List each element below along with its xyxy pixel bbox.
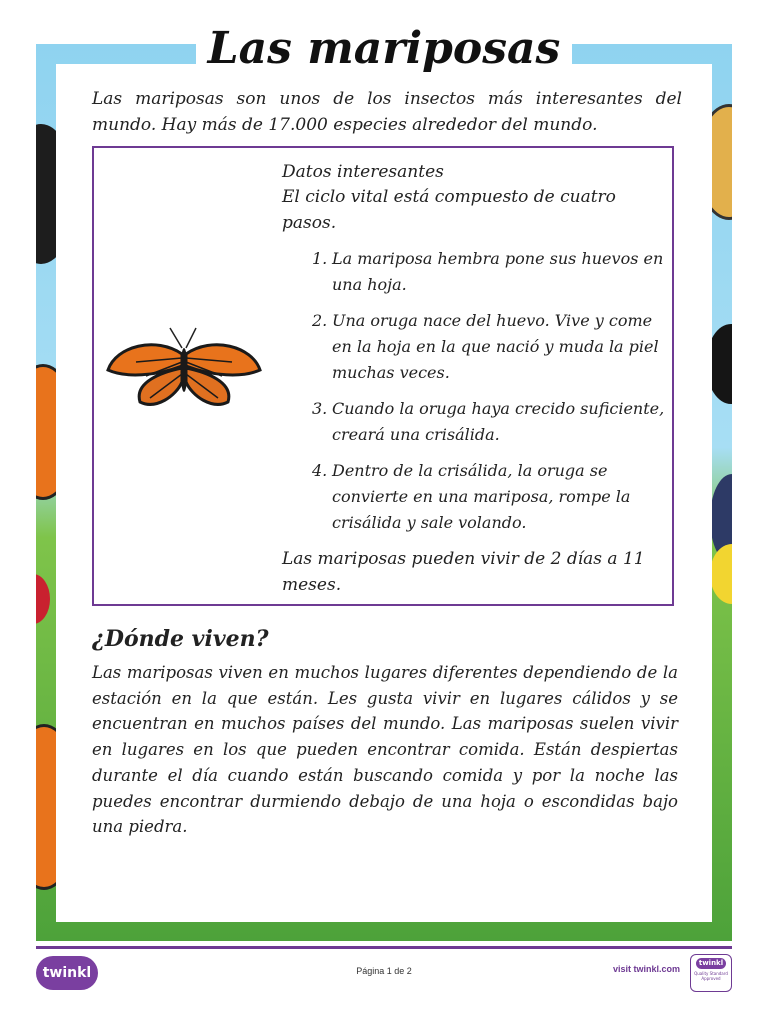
title-banner [196, 14, 572, 84]
life-cycle-steps [282, 246, 666, 536]
quality-badge-icon [690, 954, 732, 992]
facts-lead: El ciclo vital está compuesto de cuatro pasos. [282, 187, 616, 233]
flower-decoration [36, 574, 50, 624]
page-title: Las mariposas [207, 23, 561, 74]
page-number: Página 1 de 2 [356, 966, 412, 976]
facts-closing: Las mariposas pueden vivir de 2 días a 11 meses. [282, 549, 645, 595]
flower-decoration [710, 544, 732, 604]
list-item: 4. Dentro de la crisálida, la oruga se convierte en una mariposa, rompe la crisálida y sale volando. [312, 461, 631, 532]
badge-text: Quality Standard Approved [694, 971, 728, 981]
facts-heading: Datos interesantes [282, 162, 444, 182]
footer-divider [36, 946, 732, 949]
section-body: Las mariposas viven en muchos lugares diferentes dependiendo de la estación en la que están. Les gusta vivir en lugares cálidos y se encuentran en muchos países del mundo. Las mariposas suelen vivir en lugares en los que pueden encontrar comida. Están despiertas durante el día cuando están buscando comida y por la noche las puedes encontrar durmiendo debajo de una hoja o escondidas bajo una piedra. [92, 663, 678, 837]
list-item: 3. Cuando la oruga haya crecido suficiente, creará una crisálida. [312, 399, 665, 444]
facts-box [92, 146, 674, 606]
section-heading: ¿Dónde viven? [92, 626, 269, 652]
visit-link[interactable]: visit twinkl.com [612, 964, 680, 974]
badge-brand: twinkl [696, 958, 726, 969]
facts-content [282, 160, 666, 598]
list-item: 1. La mariposa hembra pone sus huevos en una hoja. [312, 249, 664, 294]
monarch-butterfly-icon [106, 326, 262, 414]
twinkl-logo[interactable]: twinkl [36, 956, 98, 990]
list-item: 2. Una oruga nace del huevo. Vive y come en la hoja en la que nació y muda la piel muchas veces. [312, 311, 659, 382]
intro-paragraph: Las mariposas son unos de los insectos más interesantes del mundo. Hay más de 17.000 especies alrededor del mundo. [92, 89, 682, 135]
